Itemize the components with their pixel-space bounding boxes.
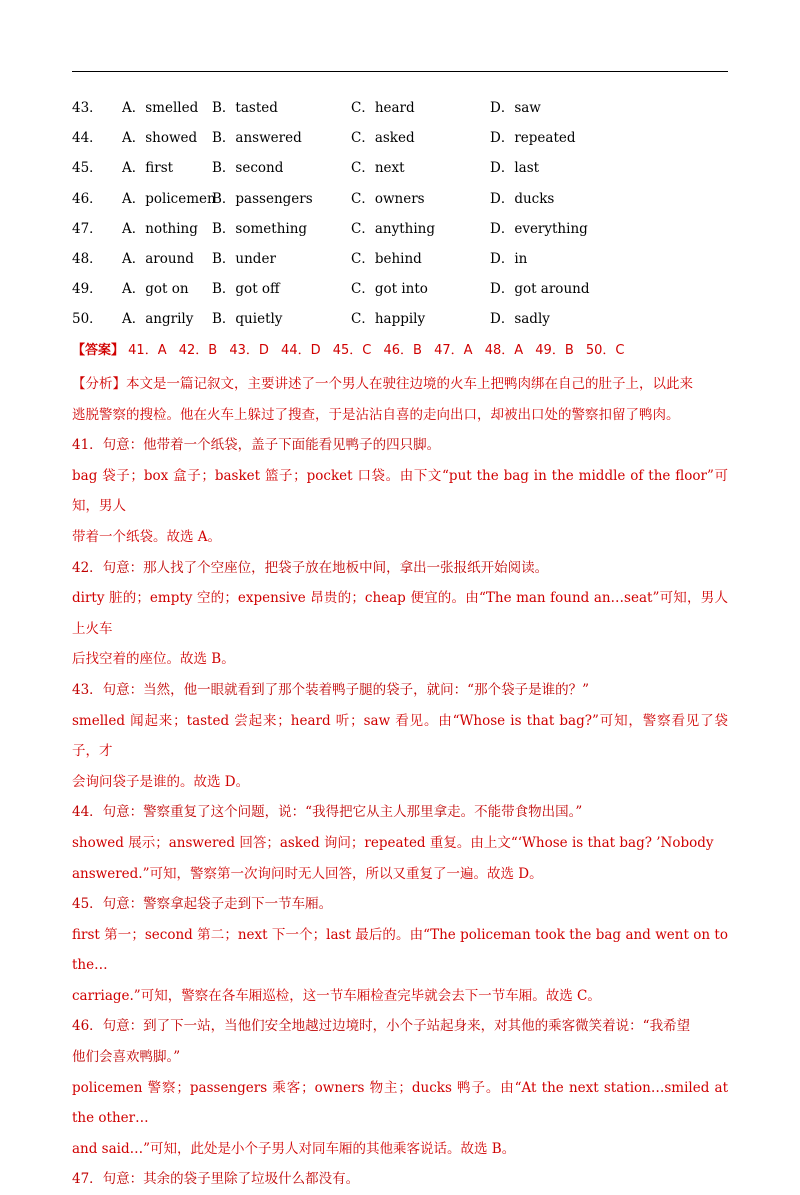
option-b: B．under (212, 250, 276, 267)
option-d: D．saw (490, 100, 541, 116)
sentence-meaning-41: 41．句意：他带着一个纸袋，盖子下面能看见鸭子的四只脚。 (72, 437, 441, 454)
question-number: 49． (72, 281, 103, 298)
answer-item: 43．D (229, 343, 269, 358)
option-d: D．repeated (490, 130, 576, 147)
option-a: A．smelled (122, 100, 199, 116)
explanation-line: and said…”可知，此处是小个子男人对同车厢的其他乘客说话。故选 B。 (72, 1140, 516, 1157)
option-c: C．got into (351, 281, 428, 298)
sentence-meaning-44: 44．句意：警察重复了这个问题，说：“我得把它从主人那里拿走。不能带食物出国。” (72, 804, 583, 821)
option-d: D．in (490, 250, 528, 267)
question-options-46 (72, 187, 728, 217)
question-options-47 (72, 217, 728, 247)
option-a: A．first (122, 160, 174, 177)
explanation-section (72, 369, 728, 1195)
answer-item: 47．A (434, 343, 473, 358)
question-options-49 (72, 277, 728, 307)
explanation-line: dirty 脏的；empty 空的；expensive 昂贵的；cheap 便宜的。由“The man found an…seat”可知，男人上火车 (72, 590, 728, 637)
option-c: C．next (351, 160, 405, 177)
question-number: 44． (72, 130, 103, 147)
option-b: B．got off (212, 281, 280, 298)
analysis-line: 逃脱警察的搜检。他在火车上躲过了搜查，于是沾沾自喜的走向出口，却被出口处的警察扣留了鸭肉。 (72, 406, 680, 423)
question-options-43 (72, 96, 728, 126)
answer-item: 42．B (178, 343, 218, 358)
question-options-48 (72, 247, 728, 277)
explanation-line: 会询问袋子是谁的。故选 D。 (72, 773, 250, 790)
option-d: D．sadly (490, 311, 550, 328)
option-c: C．behind (351, 250, 422, 267)
option-a: A．around (122, 250, 194, 267)
sentence-meaning-46: 46．句意：到了下一站，当他们安全地越过边境时，小个子站起身来，对其他的乘客微笑着说：“我希望 (72, 1018, 691, 1035)
header-rule (72, 71, 728, 72)
sentence-meaning-46-cont: 他们会喜欢鸭脚。” (72, 1049, 181, 1066)
option-a: A．angrily (122, 311, 194, 328)
option-b: B．passengers (212, 190, 313, 207)
option-b: B．tasted (212, 100, 278, 116)
sentence-meaning-42: 42．句意：那人找了个空座位，把袋子放在地板中间，拿出一张报纸开始阅读。 (72, 559, 549, 576)
option-b: B．second (212, 160, 284, 177)
explanation-line: first 第一；second 第二；next 下一个；last 最后的。由“The policeman took the bag and went on to the… (72, 926, 728, 974)
answer-item: 50．C (585, 343, 625, 358)
option-b: B．quietly (212, 311, 283, 328)
question-number: 45． (72, 160, 103, 177)
answer-item: 48．A (484, 343, 524, 358)
explanation-line: smelled 闻起来；tasted 尝起来；heard 听；saw 看见。由“Whose is that bag?”可知，警察看见了袋子，才 (72, 712, 728, 760)
explanation-line: carriage.”可知，警察在各车厢巡检，这一节车厢检查完毕就会去下一节车厢。故选 C。 (72, 987, 601, 1004)
sentence-meaning-43: 43．句意：当然，他一眼就看到了那个装着鸭子腿的袋子，就问：“那个袋子是谁的？” (72, 681, 589, 698)
answer-item: 49．B (535, 343, 574, 358)
option-b: B．something (212, 220, 308, 237)
option-c: C．owners (351, 190, 425, 207)
explanation-line: 后找空着的座位。故选 B。 (72, 651, 235, 668)
option-c: C．happily (351, 311, 426, 328)
option-a: A．got on (122, 281, 189, 298)
option-d: D．everything (490, 220, 588, 237)
answer-label: 【答案】 (72, 343, 125, 358)
answer-item: 46．B (383, 343, 422, 358)
explanation-line: policemen 警察；passengers 乘客；owners 物主；ducks 鸭子。由“At the next station…smiled at the other… (72, 1079, 728, 1127)
question-number: 48． (72, 250, 103, 267)
option-b: B．answered (212, 130, 302, 147)
option-c: C．anything (351, 220, 435, 237)
option-c: C．asked (351, 130, 415, 147)
explanation-line: 带着一个纸袋。故选 A。 (72, 528, 222, 545)
analysis-line: 【分析】本文是一篇记叙文，主要讲述了一个男人在驶往边境的火车上把鸭肉绑在自己的肚子上，以此来 (72, 376, 693, 392)
option-c: C．heard (351, 100, 415, 116)
question-options-50 (72, 307, 728, 337)
explanation-line: bag 袋子；box 盒子；basket 篮子；pocket 口袋。由下文“put the bag in the middle of the floor”可知，男人 (72, 467, 728, 515)
answer-item: 41．A (128, 343, 167, 358)
option-a: A．showed (122, 130, 198, 147)
question-number: 50． (72, 311, 103, 328)
answer-item: 44．D (281, 343, 321, 358)
question-number: 46． (72, 190, 103, 207)
answer-key (72, 339, 728, 358)
explanation-line: answered.”可知，警察第一次询问时无人回答，所以又重复了一遍。故选 D。 (72, 865, 543, 882)
explanation-line: showed 展示；answered 回答；asked 询问；repeated 重复。由上文“‘Whose is that bag? ’Nobody (72, 834, 714, 851)
question-number: 43． (72, 100, 103, 116)
sentence-meaning-45: 45．句意：警察拿起袋子走到下一节车厢。 (72, 896, 333, 913)
question-options-45 (72, 156, 728, 186)
option-a: A．policemen (122, 190, 216, 207)
option-d: D．last (490, 160, 540, 177)
option-d: D．ducks (490, 190, 555, 207)
answer-item: 45．C (332, 343, 372, 358)
question-number: 47． (72, 220, 103, 237)
question-options-44 (72, 126, 728, 156)
sentence-meaning-47: 47．句意：其余的袋子里除了垃圾什么都没有。 (72, 1171, 360, 1188)
option-d: D．got around (490, 281, 590, 298)
option-a: A．nothing (122, 220, 198, 237)
options-list (72, 96, 728, 338)
